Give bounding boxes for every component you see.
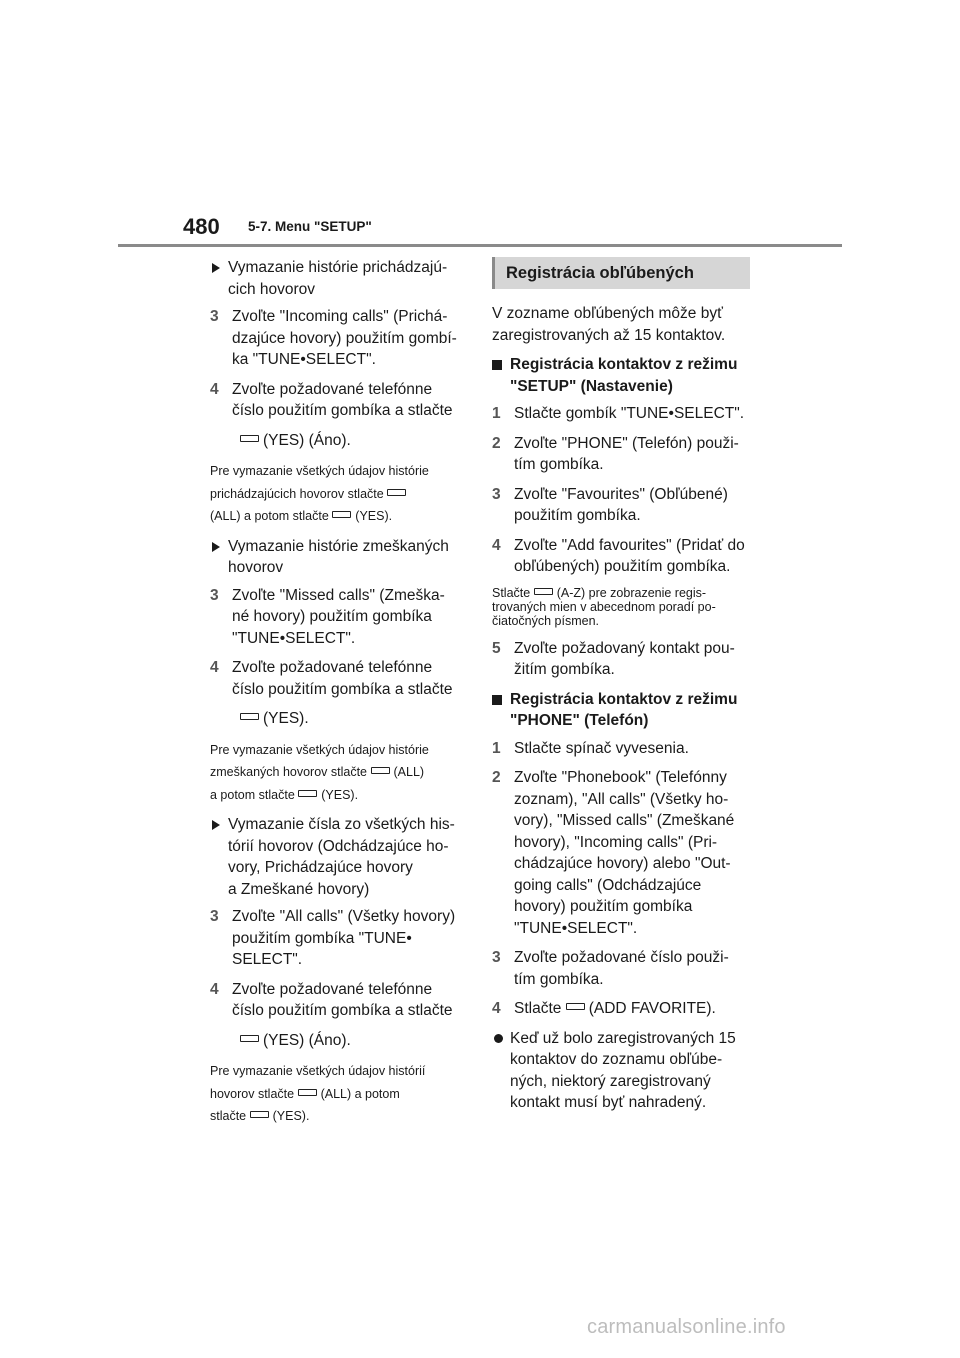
button-icon (298, 790, 317, 797)
button-icon (240, 435, 259, 442)
button-icon (250, 1111, 269, 1118)
step-number: 4 (210, 980, 219, 998)
step-text: žitím gombíka. (514, 661, 615, 678)
step-4 (210, 657, 472, 700)
step-text: hovory), "Incoming calls" (Pri- (514, 833, 718, 851)
button-icon (387, 489, 406, 496)
subheading-setup-mode (492, 354, 754, 397)
step-text: Zvoľte požadované telefónne (232, 980, 433, 998)
intro-paragraph (492, 303, 754, 346)
note-text: stlačte (210, 1109, 247, 1123)
round-bullet-icon (494, 1034, 503, 1043)
step-text: Zvoľte požadované číslo použi- (514, 949, 729, 966)
heading-text: Registrácia obľúbených (506, 264, 694, 282)
button-label: (YES) (Áno). (263, 1031, 351, 1049)
step-text: Stlačte gombík "TUNE•SELECT". (514, 405, 745, 422)
button-label: (YES) (Áno). (263, 431, 351, 449)
note (492, 586, 754, 628)
step-2 (492, 433, 754, 476)
step-text: Zvoľte "Phonebook" (Telefónny (514, 769, 727, 786)
step-text: ka "TUNE•SELECT". (232, 351, 376, 368)
step-number: 4 (210, 659, 219, 676)
step-number: 1 (492, 739, 501, 757)
step-1 (492, 403, 754, 425)
bullet-text: Keď už bolo zaregistrovaných 15 (510, 1029, 736, 1047)
button-instruction (210, 430, 472, 452)
heading-accent-bar (492, 257, 495, 289)
step-4 (210, 379, 472, 422)
subheading-phone-mode (492, 689, 754, 732)
step-text: "TUNE•SELECT". (232, 629, 356, 647)
note-text: prichádzajúcich hovorov stlačte (210, 486, 384, 501)
step-3 (210, 906, 472, 971)
note-text: čiatočných písmen. (492, 613, 599, 628)
step-text: Zvoľte "Add favourites" (Pridať do (514, 536, 745, 554)
button-icon (371, 767, 390, 774)
step-text: Zvoľte "PHONE" (Telefón) použi- (514, 434, 739, 452)
step-text: Zvoľte "Incoming calls" (Prichá- (232, 308, 448, 325)
subsection-text: cich hovorov (228, 280, 316, 298)
step-2 (492, 767, 754, 939)
step-text: číslo použitím gombíka a stlačte (232, 680, 453, 698)
step-1 (492, 738, 754, 760)
step-text: Zvoľte požadované telefónne (232, 659, 433, 676)
step-number: 5 (492, 639, 501, 657)
step-text: going calls" (Odchádzajúce (514, 876, 702, 894)
note-text: (YES). (272, 1109, 310, 1123)
page-number: 480 (183, 214, 220, 239)
note (210, 739, 472, 807)
button-instruction (210, 1030, 472, 1052)
step-number: 3 (210, 308, 219, 325)
square-bullet-icon (492, 360, 502, 370)
step-number: 3 (492, 485, 501, 503)
note-text: (ALL) a potom (320, 1086, 400, 1101)
step-3 (210, 585, 472, 650)
step-text: použitím gombíka. (514, 507, 641, 524)
step-text: dzajúce hovory) použitím gombí- (232, 329, 457, 347)
triangle-bullet-icon (212, 542, 220, 552)
subsection-all-delete (210, 814, 472, 900)
section-heading (492, 257, 750, 289)
step-text: "TUNE•SELECT". (514, 919, 638, 937)
step-text: zoznam), "All calls" (Všetky ho- (514, 790, 729, 808)
note-text: (YES). (355, 509, 393, 523)
step-number: 3 (492, 949, 501, 966)
subsection-text: hovorov (228, 559, 284, 576)
note-text: a potom stlačte (210, 787, 295, 802)
button-icon (534, 588, 553, 595)
note-text: Pre vymazanie všetkých údajov histórií (210, 1064, 426, 1078)
subsection-missed-delete (210, 536, 472, 579)
button-icon (332, 511, 351, 518)
step-text: né hovory) použitím gombíka (232, 608, 432, 625)
step-text: (ADD FAVORITE). (588, 1000, 716, 1017)
header-divider (118, 244, 842, 247)
watermark: carmanualsonline.info (587, 1316, 786, 1338)
button-instruction (210, 708, 472, 730)
step-number: 3 (210, 908, 219, 925)
note-text: Stlačte (492, 585, 531, 600)
step-number: 4 (492, 536, 501, 554)
step-text: Stlačte spínač vyvesenia. (514, 739, 689, 757)
step-text: vory), "Missed calls" (Zmeškané (514, 812, 735, 829)
step-5 (492, 638, 754, 681)
subsection-text: tórií hovorov (Odchádzajúce ho- (228, 837, 449, 855)
subsection-incoming-delete (210, 257, 472, 300)
note-text: (YES). (321, 787, 359, 802)
step-3 (492, 484, 754, 527)
bullet-text: kontaktov do zoznamu obľúbe- (510, 1051, 723, 1068)
step-text: číslo použitím gombíka a stlačte (232, 402, 453, 419)
step-text: Zvoľte požadované telefónne (232, 380, 433, 398)
subheading-text: Registrácia kontaktov z režimu (510, 690, 738, 708)
note-text: hovorov stlačte (210, 1086, 295, 1101)
step-number: 1 (492, 405, 501, 422)
step-4 (492, 535, 754, 578)
step-text: tím gombíka. (514, 456, 604, 473)
step-number: 3 (210, 586, 219, 604)
step-4 (492, 998, 754, 1020)
step-text: obľúbených) použitím gombíka. (514, 558, 731, 575)
subheading-text: "SETUP" (Nastavenie) (510, 377, 673, 395)
note-text: Pre vymazanie všetkých údajov histórie (210, 742, 429, 757)
paragraph-text: zaregistrovaných až 15 kontaktov. (492, 326, 726, 344)
step-4 (210, 979, 472, 1022)
square-bullet-icon (492, 695, 502, 705)
step-3 (492, 947, 754, 990)
subsection-text: vory, Prichádzajúce hovory (228, 859, 413, 876)
note (210, 1060, 472, 1128)
button-label: (YES). (263, 710, 309, 727)
button-icon (298, 1089, 317, 1096)
step-text: Zvoľte "Favourites" (Obľúbené) (514, 485, 728, 503)
subsection-text: Vymazanie histórie zmeškaných (228, 537, 449, 555)
step-number: 2 (492, 769, 501, 786)
step-text: číslo použitím gombíka a stlačte (232, 1002, 453, 1019)
step-text: použitím gombíka "TUNE• (232, 929, 412, 947)
step-text: Zvoľte "All calls" (Všetky hovory) (232, 908, 456, 925)
section-title: 5-7. Menu "SETUP" (248, 219, 372, 234)
step-number: 4 (492, 1000, 501, 1017)
triangle-bullet-icon (212, 263, 220, 273)
step-number: 2 (492, 434, 501, 452)
bullet-text: ných, niektorý zaregistrovaný (510, 1072, 711, 1090)
button-icon (240, 713, 259, 720)
step-text: SELECT". (232, 951, 303, 968)
subsection-text: a Zmeškané hovory) (228, 880, 370, 898)
bullet-item (492, 1028, 754, 1114)
step-number: 4 (210, 380, 219, 398)
step-text: tím gombíka. (514, 970, 604, 988)
step-3 (210, 306, 472, 371)
note-text: (ALL) a potom stlačte (210, 509, 329, 523)
step-text: Stlačte (514, 1000, 562, 1017)
step-text: Zvoľte požadovaný kontakt pou- (514, 639, 735, 657)
button-icon (566, 1003, 585, 1010)
subheading-text: "PHONE" (Telefón) (510, 712, 649, 729)
step-text: hovory) použitím gombíka (514, 898, 693, 915)
left-column (210, 257, 472, 1136)
note (210, 460, 472, 528)
subsection-text: Vymazanie histórie prichádzajú- (228, 259, 448, 276)
note-text: zmeškaných hovorov stlačte (210, 765, 368, 779)
subsection-text: Vymazanie čísla zo všetkých his- (228, 816, 455, 833)
subheading-text: Registrácia kontaktov z režimu (510, 356, 738, 373)
note-text: Pre vymazanie všetkých údajov histórie (210, 464, 429, 478)
step-text: chádzajúce hovory) alebo "Out- (514, 855, 731, 872)
note-text: (A-Z) pre zobrazenie regis- (556, 585, 707, 600)
right-column (492, 257, 754, 1120)
note-text: (ALL) (393, 765, 425, 779)
note-text: trovaných mien v abecednom poradí po- (492, 599, 716, 614)
bullet-text: kontakt musí byť nahradený. (510, 1094, 707, 1111)
button-icon (240, 1035, 259, 1042)
triangle-bullet-icon (212, 820, 220, 830)
step-text: Zvoľte "Missed calls" (Zmeška- (232, 586, 445, 604)
paragraph-text: V zozname obľúbených môže byť (492, 305, 723, 322)
